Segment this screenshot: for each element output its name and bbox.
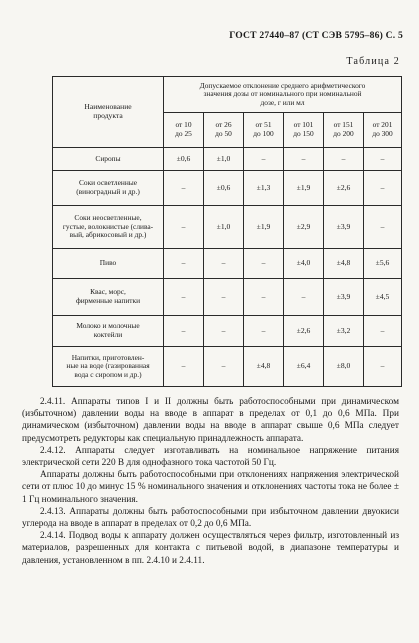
value-cell: ±4,8	[324, 249, 364, 279]
value-cell: ±1,0	[204, 206, 244, 249]
value-cell: –	[164, 171, 204, 206]
product-name-cell: Соки осветленные (виноградный и др.)	[53, 171, 164, 206]
table-row	[53, 148, 402, 171]
value-cell: –	[164, 347, 204, 387]
value-cell: ±6,4	[284, 347, 324, 387]
value-cell: ±1,3	[244, 171, 284, 206]
table-row	[53, 279, 402, 316]
dose-range-header: от 201 до 300	[364, 113, 402, 148]
product-name-header: Наименование продукта	[53, 77, 164, 148]
dose-range-header: от 10 до 25	[164, 113, 204, 148]
paragraph: 2.4.12. Аппараты следует изготавливать на номинальное напряжение питания электрической сети 220 В для однофазного тока частотой 50 Гц.	[22, 445, 399, 469]
value-cell: –	[204, 347, 244, 387]
value-cell: ±3,2	[324, 316, 364, 347]
dose-deviation-table	[52, 76, 402, 387]
value-cell: ±4,8	[244, 347, 284, 387]
value-cell: ±1,9	[284, 171, 324, 206]
dose-range-header: от 51 до 100	[244, 113, 284, 148]
product-name-cell: Напитки, приготовлен- ные на воде (газированная вода с сиропом и др.)	[53, 347, 164, 387]
value-cell: –	[364, 347, 402, 387]
deviation-group-header: Допускаемое отклонение среднего арифметического значения дозы от номинального при номинальной дозе, г или мл	[164, 77, 402, 113]
paragraph: Аппараты должны быть работоспособными при отклонениях напряжения электрической сети от плюс 10 до минус 15 % номинального значения и отклонениях частоты тока не более ± 1 Гц номинального значения.	[22, 470, 399, 505]
value-cell: –	[164, 206, 204, 249]
value-cell: –	[244, 316, 284, 347]
value-cell: ±8,0	[324, 347, 364, 387]
value-cell: –	[284, 279, 324, 316]
value-cell: –	[244, 148, 284, 171]
value-cell: –	[164, 249, 204, 279]
value-cell: –	[164, 316, 204, 347]
value-cell: –	[204, 249, 244, 279]
product-name-cell: Молоко и молочные коктейли	[53, 316, 164, 347]
value-cell: –	[244, 279, 284, 316]
value-cell: –	[244, 249, 284, 279]
table-row	[53, 347, 402, 387]
value-cell: –	[284, 148, 324, 171]
paragraph: 2.4.14. Подвод воды к аппарату должен осуществляться через фильтр, изготовленный из материалов, разрешенных для контакта с питьевой водой, в диапазоне температуры и давления, установленном в пп. 2.4.10 и 2.4.11.	[22, 531, 399, 566]
value-cell: ±4,0	[284, 249, 324, 279]
page-header: ГОСТ 27440–87 (СТ СЭВ 5795–86) С. 5	[229, 30, 403, 41]
table-row	[53, 171, 402, 206]
value-cell: ±5,6	[364, 249, 402, 279]
dose-range-header: от 26 до 50	[204, 113, 244, 148]
value-cell: ±1,9	[244, 206, 284, 249]
value-cell: –	[364, 316, 402, 347]
value-cell: –	[364, 171, 402, 206]
value-cell: –	[164, 279, 204, 316]
paragraph: 2.4.13. Аппараты должны быть работоспособными при избыточном давлении двуокиси углерода на вводе в аппарат в пределах от 0,2 до 0,6 MПa.	[22, 506, 399, 530]
dose-range-header: от 101 до 150	[284, 113, 324, 148]
value-cell: ±3,9	[324, 279, 364, 316]
product-name-cell: Пиво	[53, 249, 164, 279]
value-cell: ±0,6	[204, 171, 244, 206]
table-label: Таблица 2	[346, 56, 400, 67]
value-cell: –	[324, 148, 364, 171]
value-cell: ±4,5	[364, 279, 402, 316]
table-row	[53, 206, 402, 249]
table-row	[53, 249, 402, 279]
paragraph: 2.4.11. Аппараты типов I и II должны быть работоспособными при динамическом (избыточном) давлении воды на вводе в аппарат в пределах от 0,1 до 0,6 MПa. При динамическом (избыточном) давлении воды на вводе в аппарат свыше 0,6 MПa следует предусмотреть редукторы как специальную принадлежность аппарата.	[22, 397, 399, 444]
product-name-cell: Соки неосветленные, густые, волокнистые (слива- вый, абрикосовый и др.)	[53, 206, 164, 249]
value-cell: ±0,6	[164, 148, 204, 171]
dose-range-header: от 151 до 200	[324, 113, 364, 148]
value-cell: ±2,9	[284, 206, 324, 249]
value-cell: ±3,9	[324, 206, 364, 249]
value-cell: –	[364, 206, 402, 249]
body-text	[22, 396, 399, 567]
value-cell: ±2,6	[284, 316, 324, 347]
table-row	[53, 316, 402, 347]
product-name-cell: Квас, морс, фирменные напитки	[53, 279, 164, 316]
value-cell: –	[204, 279, 244, 316]
value-cell: ±2,6	[324, 171, 364, 206]
value-cell: ±1,0	[204, 148, 244, 171]
value-cell: –	[204, 316, 244, 347]
value-cell: –	[364, 148, 402, 171]
product-name-cell: Сиропы	[53, 148, 164, 171]
